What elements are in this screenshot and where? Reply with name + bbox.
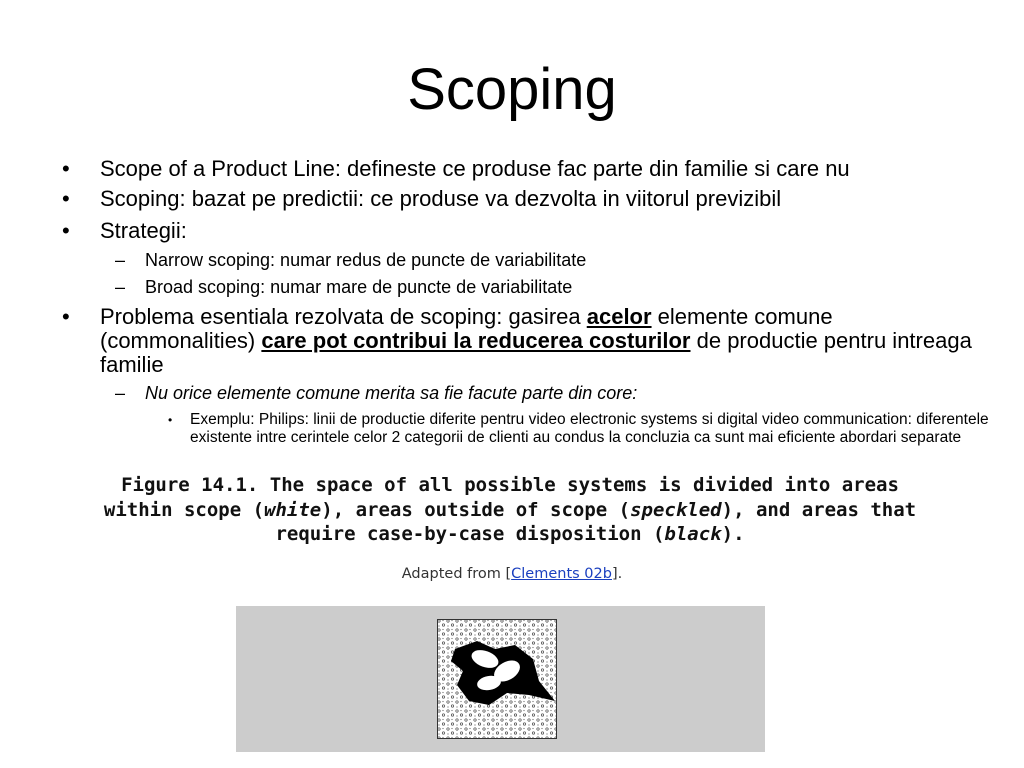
emphasis-reducerea-costurilor: care pot contribui la reducerea costurilor (261, 328, 691, 353)
emphasis-acelor: acelor (586, 304, 652, 329)
subbullet-narrow-scoping (115, 249, 995, 271)
source-prefix: Adapted from [ (401, 566, 512, 582)
bullet-text-part: de productie pentru intreaga familie (100, 328, 972, 377)
bullet-marker: • (62, 186, 70, 211)
bullet-marker: • (62, 218, 70, 243)
caption-text: ). (721, 523, 745, 545)
dash-marker: – (115, 383, 126, 403)
slide-title: Scoping (407, 57, 617, 122)
scope-diagram-icon (437, 619, 557, 739)
subbullet-text: Broad scoping: numar mare de puncte de variabilitate (145, 277, 573, 297)
dash-marker: – (115, 250, 126, 270)
bullet-scoping-prediction (62, 186, 990, 211)
source-suffix: ]. (611, 566, 623, 582)
dash-marker: – (115, 277, 126, 297)
subsubbullet-text: Exemplu: Philips: linii de productie diferite pentru video electronic systems si digital video communication: diferentele existente intre cerintele celor 2 categorii de clienti au condus la concluzia ca sunt mai eficiente abordari separate (190, 411, 989, 446)
caption-speckled: speckled (630, 498, 722, 521)
caption-white: white (264, 498, 322, 521)
bullet-strategii (62, 218, 990, 243)
caption-text: ), and areas that require case-by-case disposition ( (275, 498, 917, 545)
subbullet-text: Nu orice elemente comune merita sa fie facute parte din core: (145, 383, 638, 403)
bullet-marker: • (62, 156, 70, 181)
figure-source (0, 566, 1024, 582)
bullet-text: Scope of a Product Line: defineste ce produse fac parte din familie si care nu (100, 156, 850, 181)
bullet-text: Scoping: bazat pe predictii: ce produse va dezvolta in viitorul previzibil (100, 186, 782, 211)
caption-text: Figure 14.1. The space of all possible systems is divided into areas within scope ( (103, 474, 899, 521)
clements-citation-link[interactable]: Clements 02b (511, 566, 612, 582)
bullet-text-part: elemente comune (commonalities) (100, 304, 833, 353)
subsubbullet-exemplu-philips (168, 411, 995, 447)
caption-text: ), areas outside of scope ( (321, 498, 631, 521)
bullet-problema-esentiala (62, 304, 990, 377)
caption-black: black (664, 523, 722, 545)
figure-caption (100, 473, 920, 547)
bullet-text-part: Problema esentiala rezolvata de scoping: gasirea (100, 304, 587, 329)
bullet-marker: • (168, 413, 173, 427)
bullet-text: Strategii: (100, 218, 187, 243)
subbullet-nu-orice (115, 382, 995, 404)
bullet-marker: • (62, 304, 70, 329)
subbullet-broad-scoping (115, 276, 995, 298)
subbullet-text: Narrow scoping: numar redus de puncte de variabilitate (145, 250, 587, 270)
figure-panel (236, 606, 765, 752)
bullet-scope-definition (62, 156, 990, 181)
